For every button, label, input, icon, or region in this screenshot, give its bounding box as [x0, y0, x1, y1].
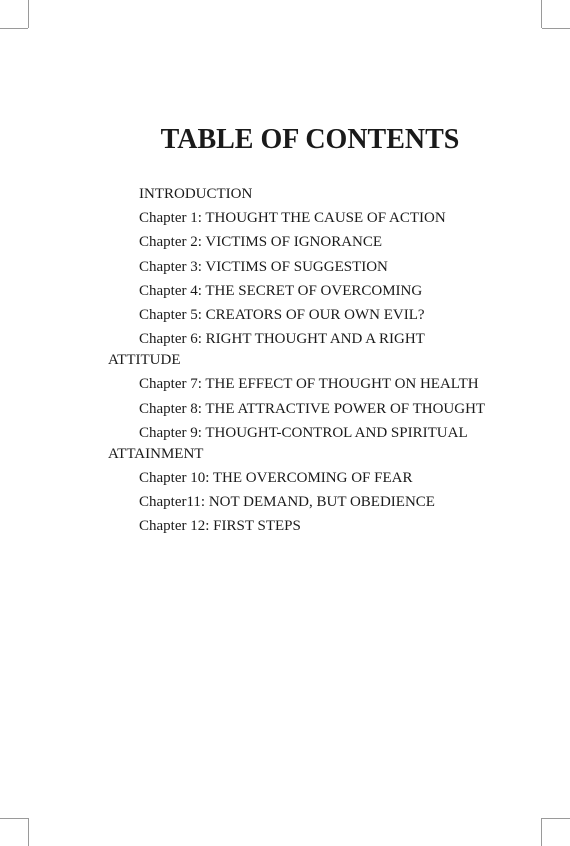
toc-entry-chapter-11: Chapter11: NOT DEMAND, BUT OBEDIENCE: [139, 494, 435, 511]
crop-mark-top-right: [541, 0, 542, 28]
crop-mark-top-right-h: [542, 28, 570, 29]
toc-entry-chapter-2: Chapter 2: VICTIMS OF IGNORANCE: [139, 234, 383, 251]
toc-entry-chapter-8: Chapter 8: THE ATTRACTIVE POWER OF THOUGHT: [139, 400, 486, 417]
crop-mark-top-left-h: [0, 28, 28, 29]
crop-mark-bottom-left-h: [0, 818, 28, 819]
page-title: TABLE OF CONTENTS: [160, 124, 460, 155]
toc-entry-chapter-9: Chapter 9: THOUGHT-CONTROL AND SPIRITUAL ATTAINMENT: [108, 424, 468, 462]
crop-mark-bottom-right-h: [542, 818, 570, 819]
toc-entry-chapter-5: Chapter 5: CREATORS OF OUR OWN EVIL?: [139, 306, 425, 323]
toc-entry-chapter-10: Chapter 10: THE OVERCOMING OF FEAR: [139, 469, 413, 486]
toc-entry-chapter-3: Chapter 3: VICTIMS OF SUGGESTION: [139, 258, 388, 275]
toc-entry-chapter-7: Chapter 7: THE EFFECT OF THOUGHT ON HEALTH: [139, 376, 479, 393]
toc-entry-chapter-12: Chapter 12: FIRST STEPS: [139, 518, 301, 535]
toc-entry-chapter-6: Chapter 6: RIGHT THOUGHT AND A RIGHT ATTITUDE: [108, 331, 425, 369]
toc-entry-chapter-4: Chapter 4: THE SECRET OF OVERCOMING: [139, 282, 423, 299]
crop-mark-bottom-left: [28, 818, 29, 846]
toc-entry-chapter-1: Chapter 1: THOUGHT THE CAUSE OF ACTION: [139, 210, 446, 227]
toc-entry-introduction: INTRODUCTION: [139, 186, 253, 202]
crop-mark-top-left: [28, 0, 29, 28]
crop-mark-bottom-right: [541, 818, 542, 846]
toc-list: [108, 184, 493, 540]
